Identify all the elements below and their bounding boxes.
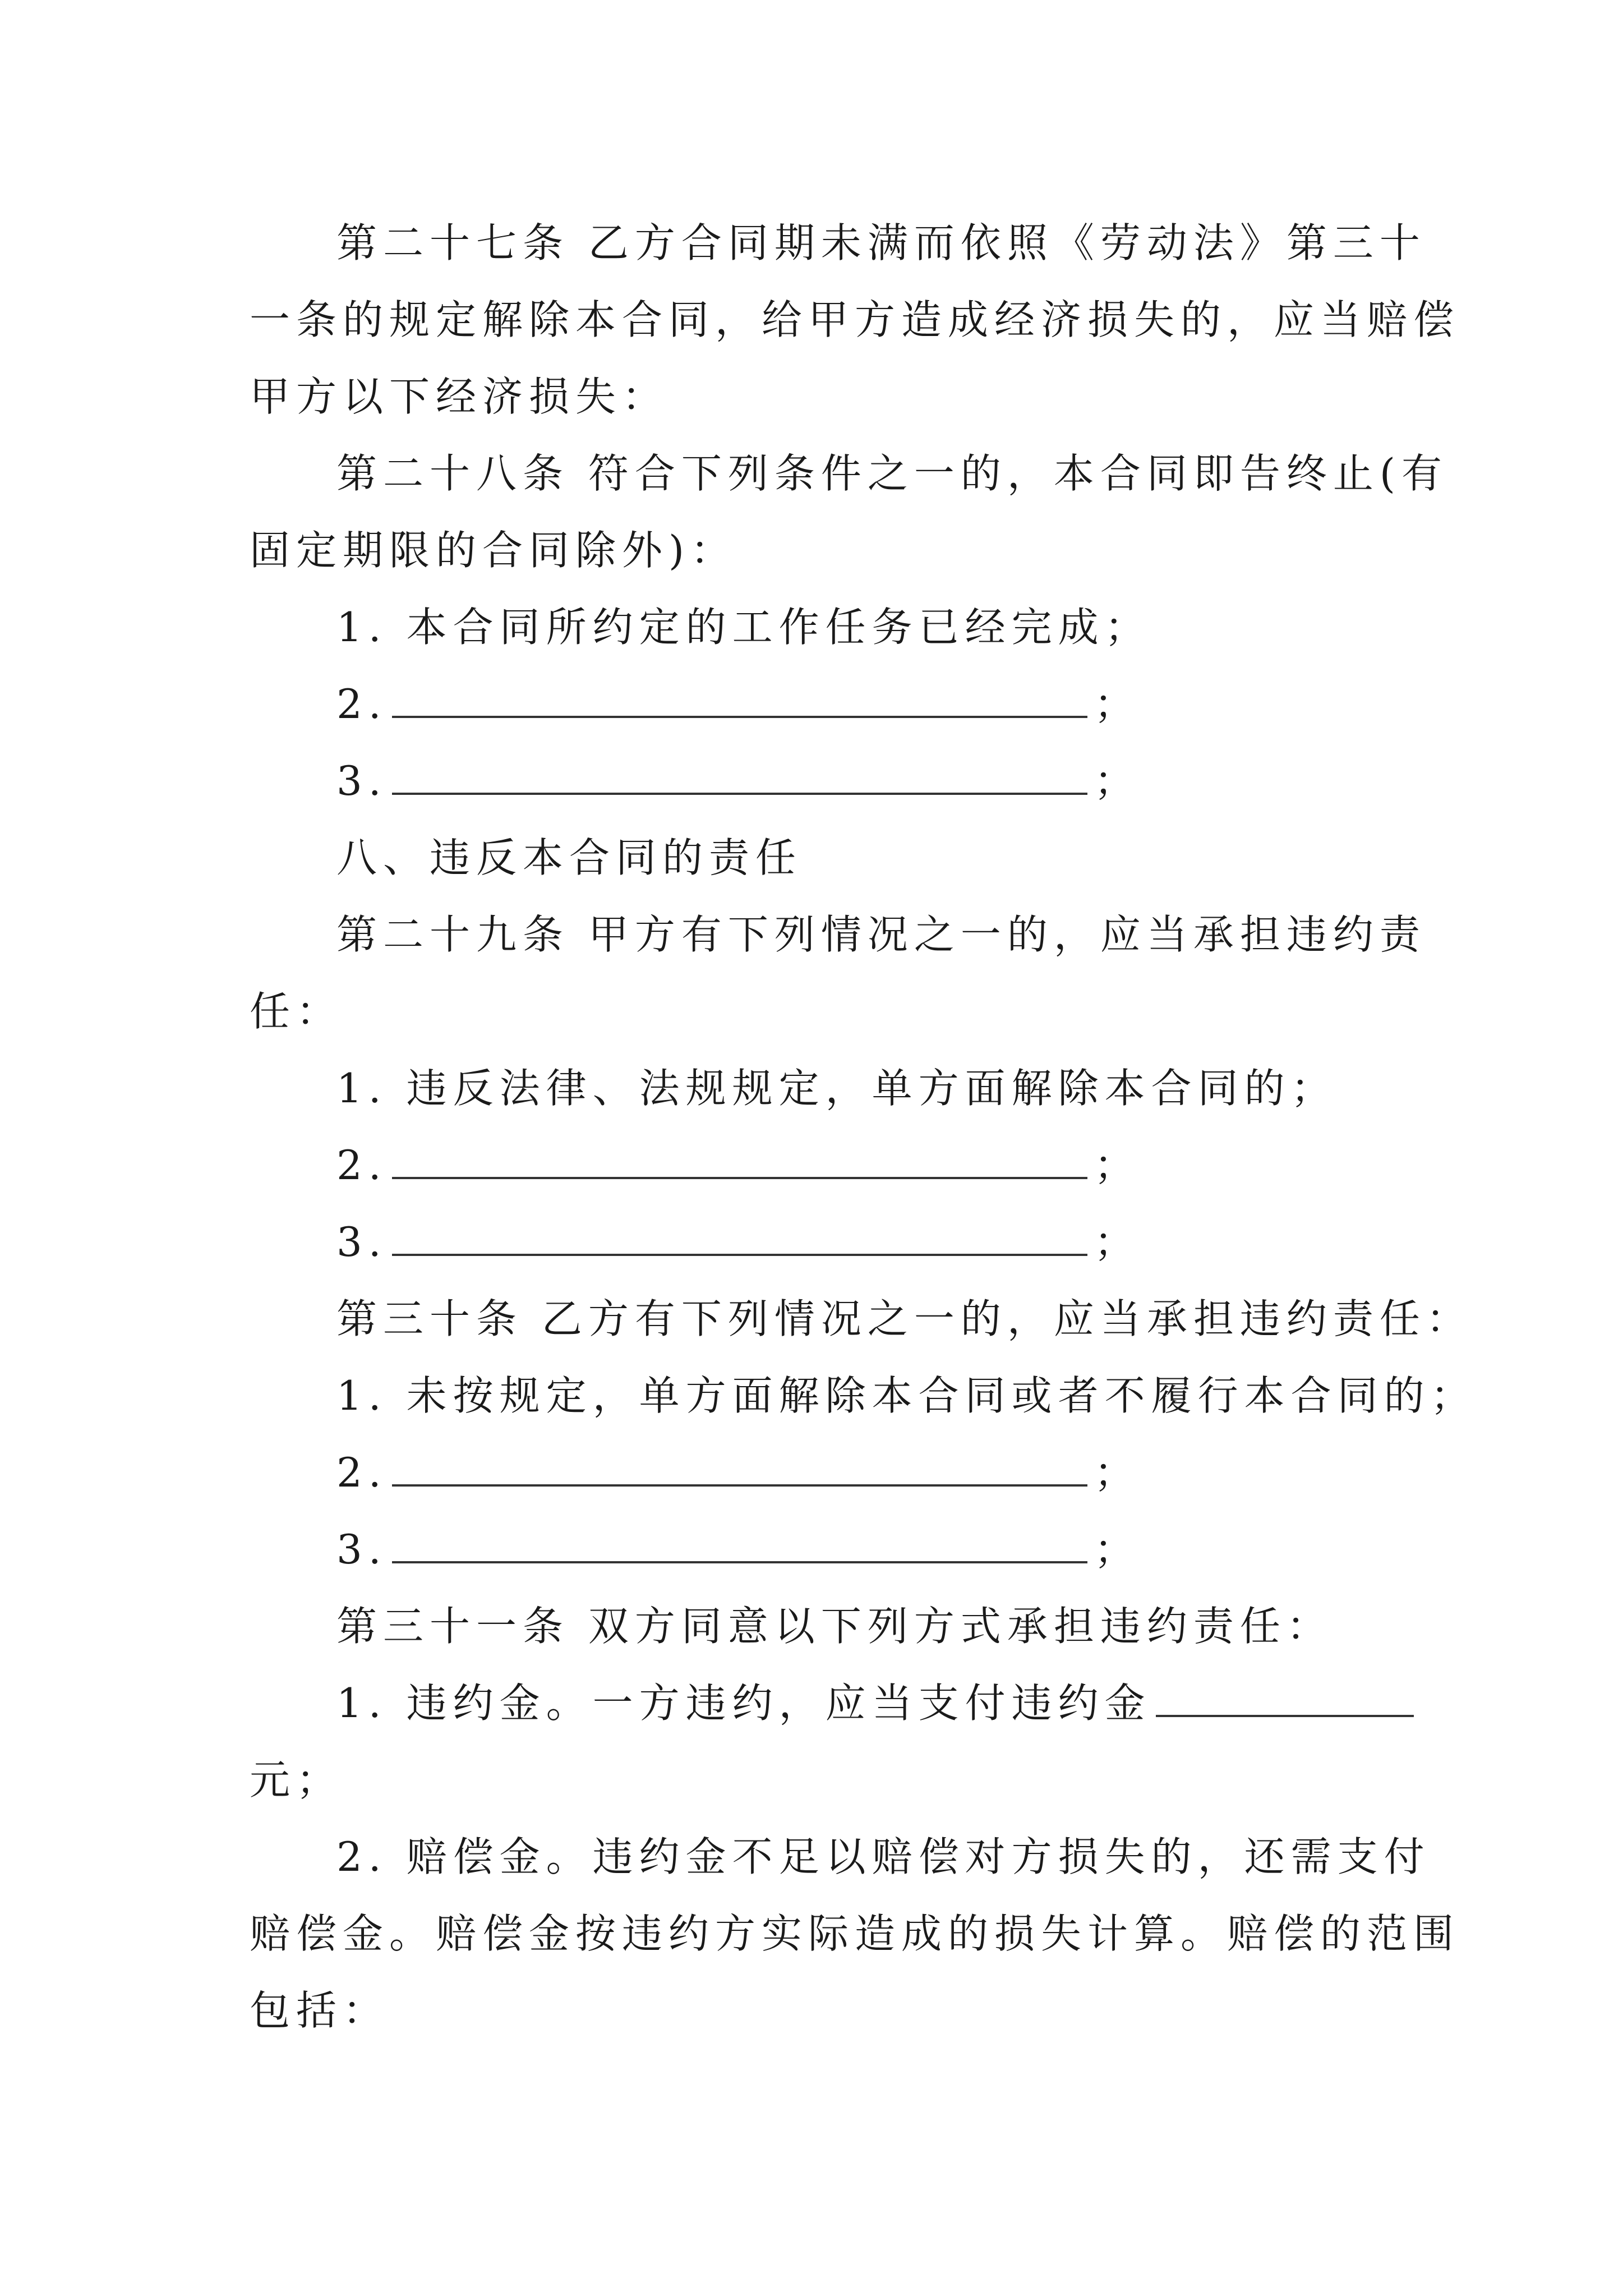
article-28-line-1: 第二十八条 符合下列条件之一的，本合同即告终止(有 xyxy=(336,450,1448,497)
item-number: 2. xyxy=(336,1142,388,1189)
article-27-line-2: 一条的规定解除本合同，给甲方造成经济损失的，应当赔偿 xyxy=(250,296,1460,343)
article-30-item-2 xyxy=(336,1444,1141,1501)
item-number: 2. xyxy=(336,1449,388,1496)
item-number: 3. xyxy=(336,757,388,804)
article-31-line-1: 第三十一条 双方同意以下列方式承担违约责任： xyxy=(336,1603,1333,1650)
item-end-punct: ； xyxy=(1094,757,1141,804)
article-31-item-2-line-1: 2. 赔偿金。违约金不足以赔偿对方损失的，还需支付 xyxy=(336,1833,1431,1880)
article-29-item-2 xyxy=(336,1137,1141,1193)
item-end-punct: ； xyxy=(1094,680,1141,728)
item-end-punct: ； xyxy=(1094,1526,1141,1573)
article-30-item-1: 1. 未按规定，单方面解除本合同或者不履行本合同的； xyxy=(336,1372,1477,1419)
article-31-item-2-line-2: 赔偿金。赔偿金按违约方实际造成的损失计算。赔偿的范围 xyxy=(250,1910,1460,1957)
article-27-line-1: 第二十七条 乙方合同期未满而依照《劳动法》第三十 xyxy=(336,219,1426,266)
item-end-punct: ； xyxy=(1094,1142,1141,1189)
item-text: 1. 违约金。一方违约，应当支付违约金 xyxy=(336,1680,1151,1727)
section-8-heading: 八、违反本合同的责任 xyxy=(336,834,803,881)
article-29-line-2: 任： xyxy=(250,988,343,1035)
article-29-line-1: 第二十九条 甲方有下列情况之一的，应当承担违约责 xyxy=(336,911,1426,958)
article-30-line-1: 第三十条 乙方有下列情况之一的，应当承担违约责任： xyxy=(336,1295,1473,1342)
article-28-item-2 xyxy=(336,676,1141,732)
item-number: 2. xyxy=(336,680,388,728)
fill-in-blank[interactable] xyxy=(1156,1680,1414,1717)
article-29-item-1: 1. 违反法律、法规规定，单方面解除本合同的； xyxy=(336,1065,1338,1112)
item-end-punct: ； xyxy=(1094,1449,1141,1496)
item-number: 3. xyxy=(336,1218,388,1266)
item-end-punct: ； xyxy=(1094,1218,1141,1266)
item-number: 3. xyxy=(336,1526,388,1573)
fill-in-blank[interactable] xyxy=(392,681,1087,718)
article-31-item-1-line-1 xyxy=(336,1675,1421,1731)
fill-in-blank[interactable] xyxy=(392,1219,1087,1256)
article-29-item-3 xyxy=(336,1214,1141,1270)
article-31-item-2-line-3: 包括： xyxy=(250,1987,390,2034)
fill-in-blank[interactable] xyxy=(392,758,1087,795)
article-28-item-1: 1. 本合同所约定的工作任务已经完成； xyxy=(336,604,1151,651)
fill-in-blank[interactable] xyxy=(392,1526,1087,1563)
fill-in-blank[interactable] xyxy=(392,1450,1087,1487)
fill-in-blank[interactable] xyxy=(392,1142,1087,1179)
article-30-item-3 xyxy=(336,1521,1141,1577)
article-31-item-1-line-2: 元； xyxy=(250,1756,343,1803)
article-28-line-2: 固定期限的合同除外)： xyxy=(250,527,737,574)
article-28-item-3 xyxy=(336,753,1141,809)
article-27-line-3: 甲方以下经济损失： xyxy=(250,373,669,420)
